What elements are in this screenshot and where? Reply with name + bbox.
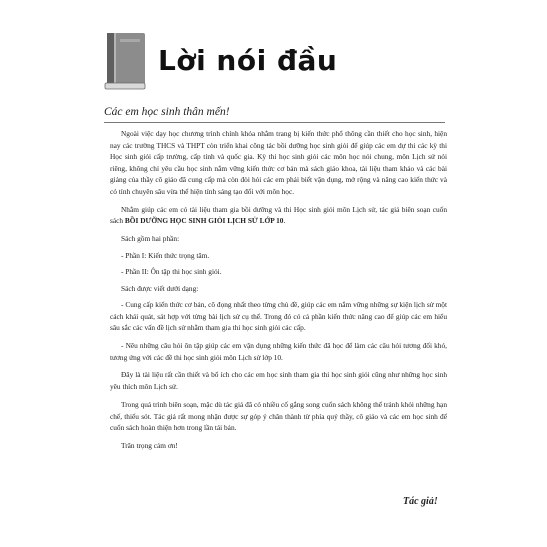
book-title: BỒI DƯỠNG HỌC SINH GIỎI LỊCH SỬ LỚP 10 bbox=[124, 216, 284, 226]
paragraph: Đây là tài liệu rất cần thiết và bổ ích cho các em học sinh tham gia thi học sinh giỏi cũng như những học sinh yêu thích môn Lịch sử. bbox=[110, 370, 447, 392]
preface-body bbox=[110, 128, 447, 458]
paragraph bbox=[110, 204, 447, 227]
paragraph-text: Nhằm giúp các em có tài liệu tham gia bồi dưỡng và thi Học sinh giỏi môn Lịch sử, tác giả biên soạn cuốn sách bbox=[110, 204, 447, 226]
list-item: - Nêu những câu hỏi ôn tập giúp các em vận dụng những kiến thức đã học để làm các câu hỏi tương đối khó, tương ứng với các đề thi học sinh giỏi môn Lịch sử lớp 10. bbox=[110, 340, 447, 362]
signature: Tác giả! bbox=[403, 496, 438, 507]
page-title: Lời nói đầu bbox=[158, 44, 338, 77]
list-item: - Phần I: Kiến thức trọng tâm. bbox=[121, 250, 210, 260]
book-icon bbox=[101, 31, 149, 91]
paragraph: Ngoài việc dạy học chương trình chính khóa nhằm trang bị kiến thức phổ thông cần thiết cho học sinh, hiện nay các trường THCS và THPT còn triển khai công tác bồi dưỡng học sinh giỏi để giúp các em dự thi các kỳ thi Học sinh giỏi cấp trường, cấp tỉnh và quốc gia. Kỳ thi học sinh giỏi các môn học nói chung, môn Lịch sử nói riêng, không chỉ yêu cầu học sinh nắm vững kiến thức cơ bản mà sách giáo khoa, tài liệu tham khảo và các bài giảng của thầy cô giáo đã cung cấp mà còn đòi hỏi các em phải biết vận dụng, mở rộng và nâng cao kiến thức và có tính chuyên sâu vừa thể hiện tính sáng tạo đối với môn học. bbox=[110, 129, 447, 196]
paragraph: Trong quá trình biên soạn, mặc dù tác giả đã có nhiều cố gắng song cuốn sách không thể tránh khỏi những hạn chế, thiếu sót. Tác giả rất mong nhận được sự góp ý chân thành từ phía quý thầy, cô giáo và các em học sinh để cuốn sách hoàn thiện hơn trong lần tái bản. bbox=[110, 399, 447, 433]
paragraph: Trân trọng cảm ơn! bbox=[121, 441, 178, 451]
greeting: Các em học sinh thân mến! bbox=[104, 106, 230, 118]
list-item: - Phần II: Ôn tập thi học sinh giỏi. bbox=[121, 267, 222, 277]
list-item: - Cung cấp kiến thức cơ bản, cô đọng nhất theo từng chủ đề, giúp các em nắm vững những sự kiện lịch sử một cách khái quát, sát hợp với từng bài lịch sử cụ thể. Trong đó có cả phần kiến thức nâng cao để giúp các em hiểu sâu sắc các vấn đề lịch sử nhằm tham gia thi học sinh giỏi các cấp. bbox=[110, 299, 447, 333]
divider bbox=[104, 122, 445, 123]
paragraph: Sách được viết dưới dạng: bbox=[121, 283, 199, 293]
paragraph: Sách gồm hai phần: bbox=[121, 234, 180, 244]
paragraph-text: . bbox=[283, 216, 286, 226]
